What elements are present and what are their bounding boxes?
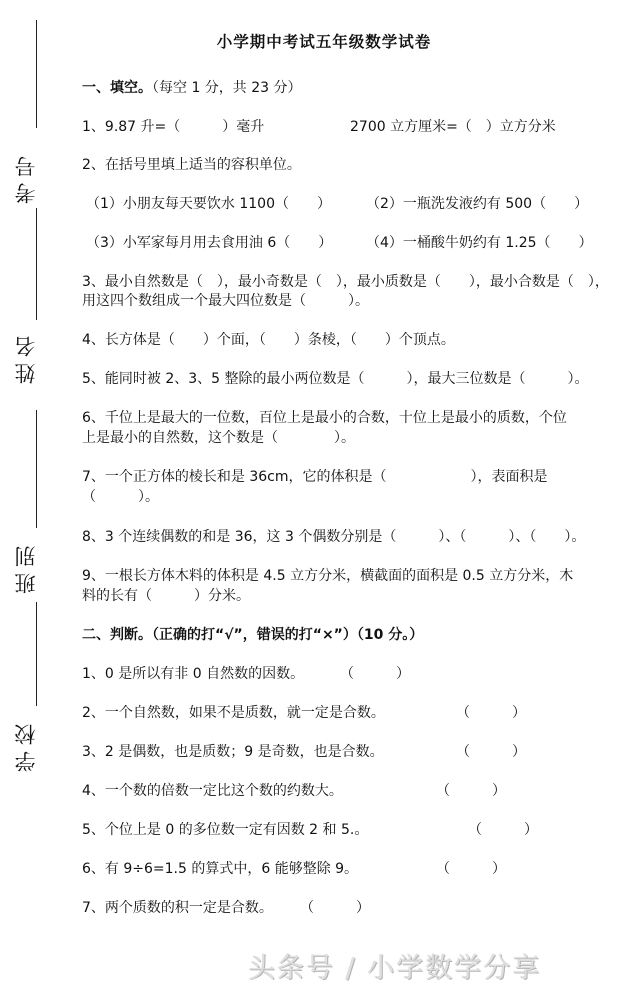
q7-line-1: 7、一个正方体的棱长和是 36cm，它的体积是（ ），表面积是 [82, 469, 548, 485]
judge-item-3: 3、2 是偶数，也是质数；9 是奇数，也是合数。 [82, 744, 384, 760]
class-line [36, 410, 37, 528]
school-label: 学校 [14, 718, 38, 772]
q3-line-2: 用这四个数组成一个最大四位数是（ ）。 [82, 293, 369, 309]
q7-line-2: （ ）。 [82, 489, 159, 505]
judge-item-4: 4、一个数的倍数一定比这个数的约数大。 [82, 783, 343, 799]
binding-margin [0, 0, 64, 994]
q2-item-2: （2）一瓶洗发液约有 500（ ） [366, 196, 589, 212]
q5-text: 5、能同时被 2、3、5 整除的最小两位数是（ ），最大三位数是（ ）。 [82, 371, 589, 387]
class-label: 班别 [14, 540, 38, 594]
judge-answer-3: （ ） [456, 744, 526, 760]
judge-answer-7: （ ） [300, 900, 370, 916]
q2-text: 2、在括号里填上适当的容积单位。 [82, 157, 301, 173]
section2-heading: 二、判断。（正确的打“√”，错误的打“×”）（10 分。） [82, 627, 424, 643]
q8-text: 8、3 个连续偶数的和是 36，这 3 个偶数分别是（ ）、（ ）、（ ）。 [82, 529, 586, 545]
q1-part-b: 2700 立方厘米=（ ）立方分米 [350, 119, 556, 135]
q4-text: 4、长方体是（ ）个面，（ ）条棱，（ ）个顶点。 [82, 332, 455, 348]
judge-item-1: 1、0 是所以有非 0 自然数的因数。 [82, 666, 305, 682]
q9-line-1: 9、一根长方体木料的体积是 4.5 立方分米，横截面的面积是 0.5 立方分米，木 [82, 568, 574, 584]
judge-answer-1: （ ） [340, 666, 410, 682]
section1-title: 一、填空。 [82, 80, 152, 96]
judge-item-2: 2、一个自然数，如果不是质数，就一定是合数。 [82, 705, 385, 721]
exam-no-label: 考号 [14, 150, 38, 204]
q2-item-4: （4）一桶酸牛奶约有 1.25（ ） [366, 235, 593, 251]
name-line [36, 208, 37, 320]
name-label: 姓名 [14, 330, 38, 384]
q9-line-2: 料的长有（ ）分米。 [82, 588, 250, 604]
page-title: 小学期中考试五年级数学试卷 [216, 33, 432, 51]
watermark: 头条号 / 小学数学分享 [248, 953, 542, 984]
judge-item-5: 5、个位上是 0 的多位数一定有因数 2 和 5.。 [82, 822, 369, 838]
school-line [36, 602, 37, 706]
q2-item-1: （1）小朋友每天要饮水 1100（ ） [86, 196, 331, 212]
judge-item-7: 7、两个质数的积一定是合数。 [82, 900, 273, 916]
q3-line-1: 3、最小自然数是（ ），最小奇数是（ ），最小质数是（ ），最小合数是（ ）， [82, 274, 609, 290]
q6-line-2: 上是最小的自然数，这个数是（ ）。 [82, 430, 355, 446]
section1-note: （每空 1 分，共 23 分） [152, 80, 302, 96]
judge-answer-5: （ ） [468, 822, 538, 838]
q2-item-3: （3）小军家每月用去食用油 6（ ） [86, 235, 333, 251]
exam-no-line [36, 20, 37, 128]
judge-answer-6: （ ） [436, 861, 506, 877]
q1-part-a: 1、9.87 升=（ ）毫升 [82, 119, 265, 135]
judge-answer-4: （ ） [436, 783, 506, 799]
judge-item-6: 6、有 9÷6=1.5 的算式中，6 能够整除 9。 [82, 861, 359, 877]
judge-answer-2: （ ） [456, 705, 526, 721]
q6-line-1: 6、千位上是最大的一位数，百位上是最小的合数，十位上是最小的质数，个位 [82, 410, 567, 426]
section1-heading [82, 78, 302, 98]
